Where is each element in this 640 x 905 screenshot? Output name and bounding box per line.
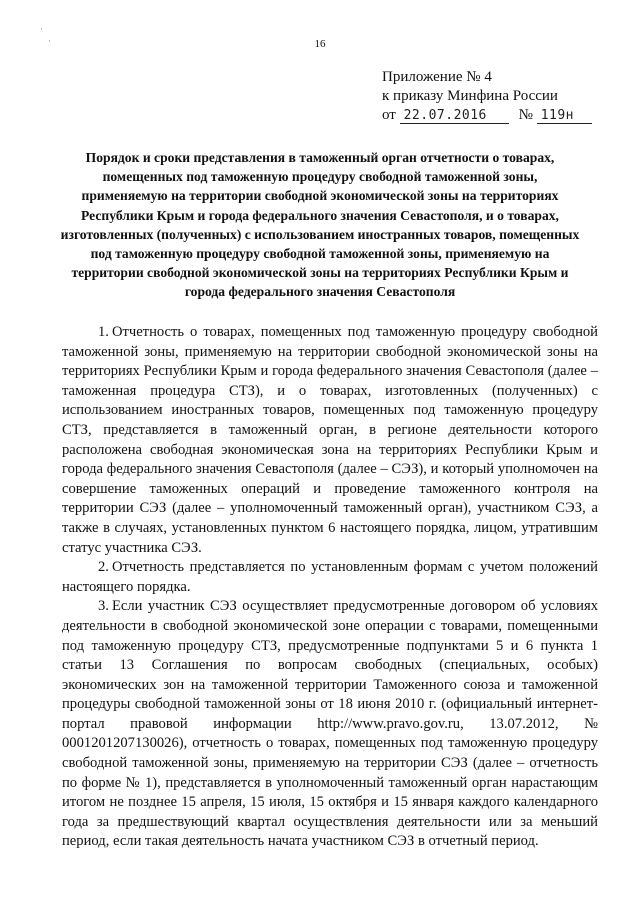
document-title: Порядок и сроки представления в таможенный орган отчетности о товарах, помещенных под таможенную процедуру свободной таможенной зоны, применяемую на территории свободной экономической зоны на территориях Республики Крым и города федерального значения Севастополя, и о товарах, изготовленных (полученных) с использованием иностранных товаров, помещенных под таможенную процедуру свободной таможенной зоны, применяемую на территории свободной экономической зоны на территориях Республики Крым и города федерального значения Севастополя [60,150,580,300]
paragraph-text: Если участник СЭЗ осуществляет предусмотренные договором об условиях деятельности в свободной экономической зоне операции с товарами, помещенными под таможенную процедуру СТЗ, предусмотренные подпунктами 5 и 6 пункта 1 статьи 13 Соглашения по вопросам свободных (специальных, особых) экономических зон на таможенной территории Таможенного союза и таможенной процедуры свободной таможенной зоны от 18 июня 2010 г. (официальный интернет-портал правовой информации http://www.pravo.gov.ru, 13.07.2012, № 0001201207130026), отчетность о товарах, помещенных под таможенную процедуру свободной таможенной зоны, применяемую на территории СЭЗ (далее – отчетность по форме № 1), представляется в уполномоченный таможенный орган нарастающим итогом не позднее 15 апреля, 15 июля, 15 октября и 15 января каждого календарного года за предшествующий квартал осуществления деятельности или за меньший период, если такая деятельность начата участником СЭЗ в отчетный период. [62,598,598,850]
document-body [62,323,598,852]
paragraph-1 [62,323,598,558]
paragraph-text: Отчетность о товарах, помещенных под таможенную процедуру свободной таможенной зоны, применяемую на территории свободной экономической зоны на территориях Республики Крым и города федерального значения Севастополя (далее – таможенная процедура СТЗ), и о товарах, изготовленных (полученных) с использованием иностранных товаров, помещенных под таможенную процедуру СТЗ, представляется в таможенный орган, в регионе деятельности которого расположена свободная экономическая зона на территориях Республики Крым и города федерального значения Севастополя (далее – СЭЗ), и который уполномочен на совершение таможенных операций и проведение таможенного контроля на территории СЭЗ (далее – уполномоченный таможенный орган), участником СЭЗ, а также в случаях, установленных пунктом 6 настоящего порядка, лицом, утратившим статус участника СЭЗ. [62,324,598,556]
paragraph-number: 3. [98,598,109,615]
paragraph-number: 2. [98,559,109,576]
order-date: 22.07.2016 [400,108,509,124]
appendix-header [382,68,592,125]
appendix-date-line [382,106,592,125]
paragraph-3 [62,597,598,852]
order-number: 119н [537,108,592,124]
paragraph-text: Отчетность представляется по установленным формам с учетом положений настоящего порядка. [62,559,598,595]
appendix-title: Приложение № 4 [382,69,492,85]
number-prefix: № [518,107,533,123]
date-prefix: от [382,107,396,123]
scan-speck: · [48,36,51,46]
appendix-order-ref: к приказу Минфина России [382,88,558,104]
scan-speck: · [40,24,43,34]
page-number: 16 [314,38,326,50]
paragraph-2 [62,558,598,597]
paragraph-number: 1. [98,324,109,340]
